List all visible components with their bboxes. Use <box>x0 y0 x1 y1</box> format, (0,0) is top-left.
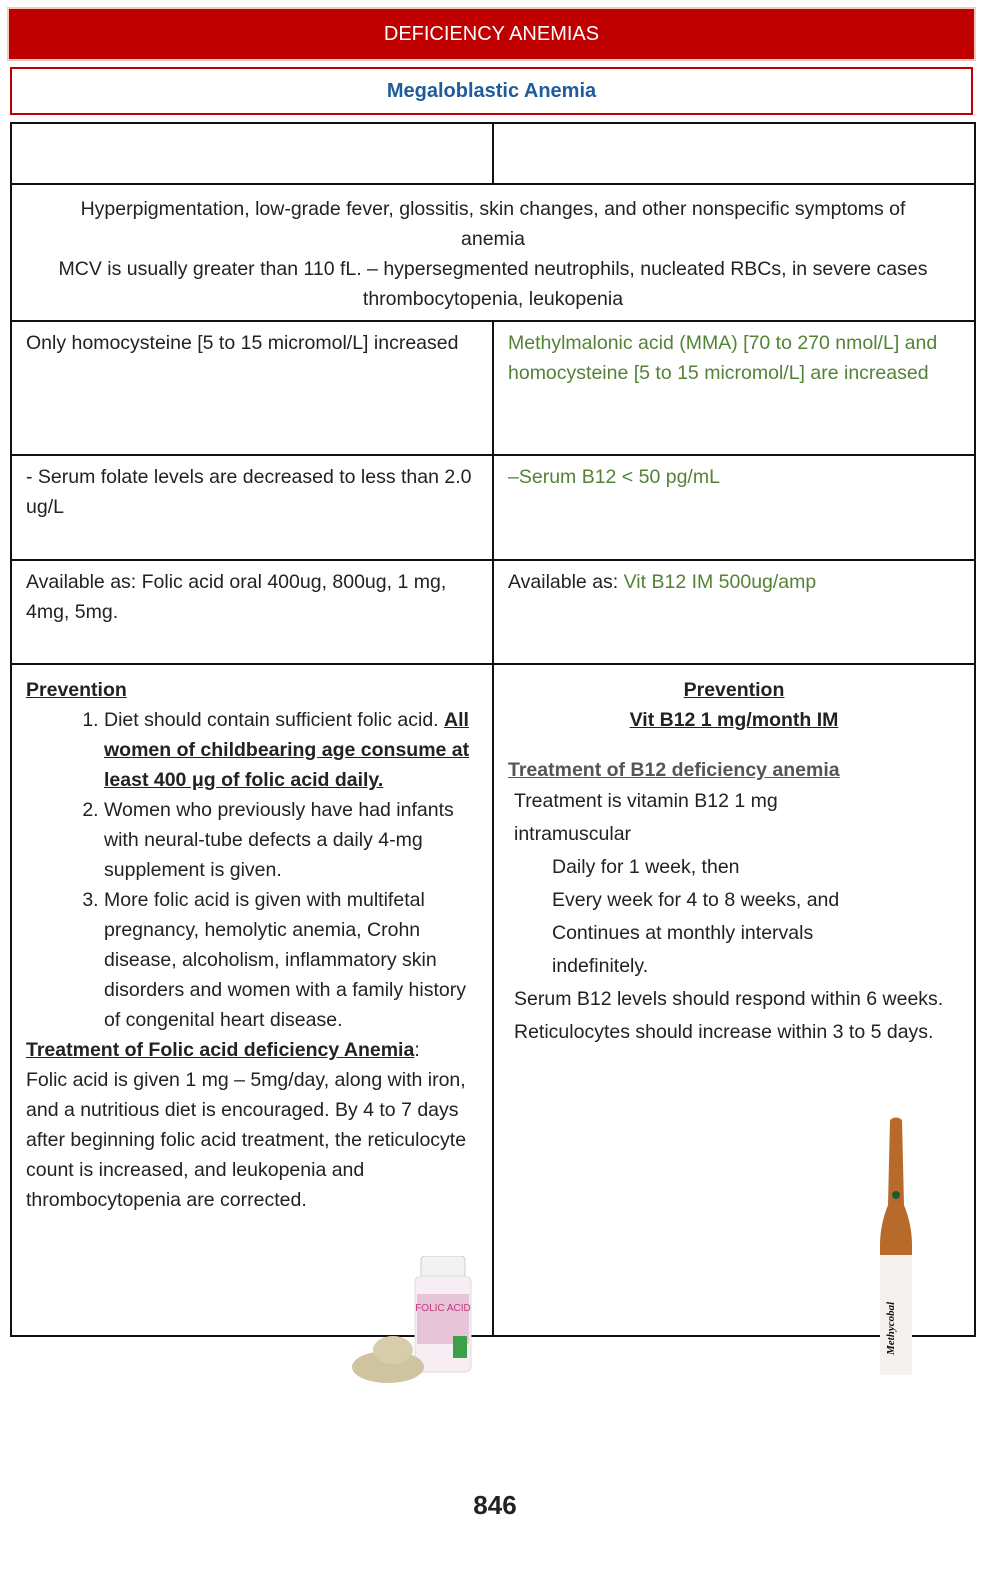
treatment-text: Treatment is vitamin B12 1 mg intramuscular <box>514 790 778 845</box>
serum-right-cell: –Serum B12 < 50 pg/mL <box>493 455 975 560</box>
available-right-cell <box>493 560 975 664</box>
available-left-cell: Available as: Folic acid oral 400ug, 800ug, 1 mg, 4mg, 5mg. <box>11 560 493 664</box>
treatment-heading: Treatment of Folic acid deficiency Anemia <box>26 1039 415 1061</box>
symptoms-line: MCV is usually greater than 110 fL. – hypersegmented neutrophils, nucleated RBCs, in severe cases thrombocytopenia, leukopenia <box>58 258 928 310</box>
tablets-image <box>348 1325 428 1385</box>
available-label: Available as: <box>508 571 624 593</box>
symptoms-cell <box>11 184 975 321</box>
response-text: Serum B12 levels should respond within 6 weeks. Reticulocytes should increase within 3 to 5 days. <box>514 988 944 1043</box>
folic-prevention-cell: Prevention 1. Diet should contain sufficient folic acid. All women of childbearing age consume at least 400 μg of folic acid daily. 2. Women who previously have had infants with neural-tube defects a daily 4-mg supplement is given. 3. More folic acid is given with multifetal pregnancy, hemolytic anemia, Crohn disease, alcoholism, inflammatory skin disorders and women with a family history of congenital heart disease. Treatment of Folic acid deficiency Anemia: Folic acid is given 1 mg – 5mg/day, along with iron, and a nutritious diet is encouraged. By 4 to 7 days after beginning folic acid treatment, the reticulocyte count is increased, and leukopenia and thrombocytopenia are corrected. <box>11 664 493 1336</box>
vitamin-b12-ampoule-image <box>866 1115 926 1380</box>
labs-left-cell: Only homocysteine [5 to 15 micromol/L] increased <box>11 321 493 455</box>
schedule-line: Daily for 1 week, then <box>552 856 740 878</box>
list-item: 2. Women who previously have had infants with neural-tube defects a daily 4-mg supplement is given. <box>104 795 478 885</box>
comparison-table <box>10 122 976 1337</box>
prevention-list <box>26 705 478 1035</box>
prevention-heading: Prevention <box>683 679 785 701</box>
topic-title: Megaloblastic Anemia <box>10 67 973 115</box>
list-item: 1. Diet should contain sufficient folic acid. All women of childbearing age consume at least 400 μg of folic acid daily. <box>104 705 478 795</box>
section-banner: DEFICIENCY ANEMIAS <box>9 9 974 59</box>
treatment-text: Folic acid is given 1 mg – 5mg/day, along with iron, and a nutritious diet is encouraged. By 4 to 7 days after beginning folic acid treatment, the reticulocyte count is increased, and leukopenia and thrombocytopenia are corrected. <box>26 1069 467 1211</box>
list-item: 3. More folic acid is given with multifetal pregnancy, hemolytic anemia, Crohn disease, alcoholism, inflammatory skin disorders and women with a family history of congenital heart disease. <box>104 885 478 1035</box>
treatment-heading: Treatment of B12 deficiency anemia <box>508 759 840 781</box>
schedule-line: Continues at monthly intervals indefinitely. <box>552 922 814 977</box>
prevention-heading: Prevention <box>26 679 127 701</box>
available-value: Vit B12 IM 500ug/amp <box>623 571 817 593</box>
page-number: 846 <box>473 1490 517 1520</box>
svg-text:Methycobal: Methycobal <box>885 1301 897 1355</box>
labs-right-cell: Methylmalonic acid (MMA) [70 to 270 nmol/L] and homocysteine [5 to 15 micromol/L] are increased <box>493 321 975 455</box>
header-left-cell <box>11 123 493 184</box>
svg-text:FOLIC ACID: FOLIC ACID <box>415 1303 471 1314</box>
schedule-line: Every week for 4 to 8 weeks, and <box>552 889 840 911</box>
symptoms-line: Hyperpigmentation, low-grade fever, glossitis, skin changes, and other nonspecific symptoms of anemia <box>80 198 906 250</box>
serum-left-cell: - Serum folate levels are decreased to less than 2.0 ug/L <box>11 455 493 560</box>
prevention-dose: Vit B12 1 mg/month IM <box>629 709 839 731</box>
header-right-cell <box>493 123 975 184</box>
